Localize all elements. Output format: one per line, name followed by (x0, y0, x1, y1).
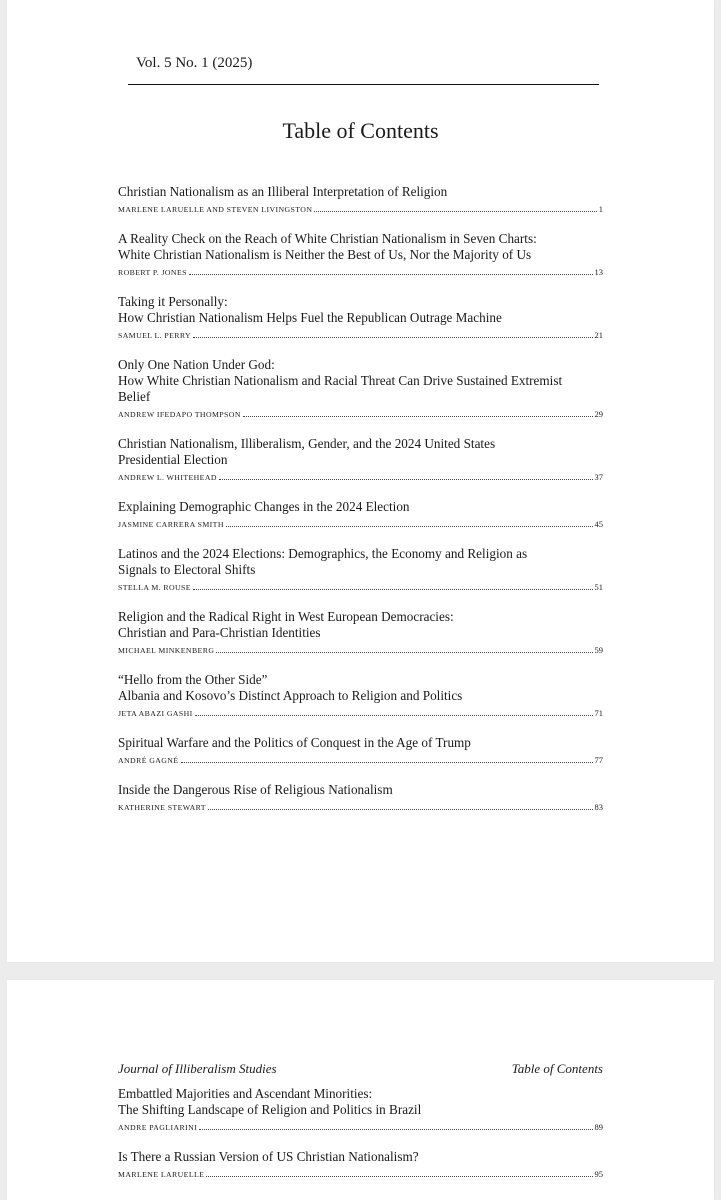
toc-entry[interactable] (118, 1149, 603, 1179)
toc-entry-author: SAMUEL L. PERRY (118, 331, 192, 340)
toc-entry[interactable] (118, 357, 603, 419)
toc-entry-page-number: 37 (594, 472, 603, 482)
toc-entry-page-number: 89 (594, 1122, 603, 1132)
toc-entry[interactable] (118, 782, 603, 812)
toc-entry-title (118, 1149, 603, 1165)
dot-leader (193, 336, 592, 338)
toc-entry-title-line: Explaining Demographic Changes in the 2024 Election (118, 499, 410, 514)
dot-leader (243, 415, 593, 417)
toc-entry-page-number: 77 (594, 755, 603, 765)
toc-entry-byline (118, 330, 603, 340)
toc-entry-title-line: Christian Nationalism as an Illiberal Interpretation of Religion (118, 184, 448, 199)
toc-entry-title-line: Belief (118, 389, 151, 404)
toc-entry-byline (118, 1122, 603, 1132)
dot-leader (199, 1128, 592, 1130)
toc-entry-page-number: 13 (594, 267, 603, 277)
toc-entry-author: ANDREW IFEDAPO THOMPSON (118, 410, 241, 419)
toc-entry-title-line: Spiritual Warfare and the Politics of Conquest in the Age of Trump (118, 735, 471, 750)
toc-entry[interactable] (118, 609, 603, 655)
toc-entry-page-number: 59 (594, 645, 603, 655)
document-page-1 (7, 0, 714, 962)
toc-entry-page-number: 51 (594, 582, 603, 592)
toc-entry-title-line: White Christian Nationalism is Neither the Best of Us, Nor the Majority of Us (118, 247, 532, 262)
toc-entry-page-number: 95 (594, 1169, 603, 1179)
toc-entry-page-number: 21 (594, 330, 603, 340)
toc-entry-title-line: Latinos and the 2024 Elections: Demographics, the Economy and Religion as (118, 546, 528, 561)
toc-entry-byline (118, 645, 603, 655)
toc-entry[interactable] (118, 1086, 603, 1132)
toc-entry-author: ANDREW L. WHITEHEAD (118, 473, 217, 482)
toc-entry-byline (118, 755, 603, 765)
toc-entry-byline (118, 204, 603, 214)
dot-leader (181, 761, 593, 763)
toc-entry-title-line: Presidential Election (118, 452, 228, 467)
toc-entry-title-line: Only One Nation Under God: (118, 357, 275, 372)
toc-entry-title (118, 231, 603, 263)
toc-entry-title-line: Christian Nationalism, Illiberalism, Gender, and the 2024 United States (118, 436, 496, 451)
toc-entry-byline (118, 519, 603, 529)
dot-leader (216, 651, 592, 653)
toc-entry-page-number: 83 (594, 802, 603, 812)
toc-entry-byline (118, 1169, 603, 1179)
toc-entry-title-line: Signals to Electoral Shifts (118, 562, 256, 577)
document-page-2 (7, 980, 714, 1200)
toc-entry-title (118, 735, 603, 751)
dot-leader (189, 273, 593, 275)
toc-entry-author: MARLENE LARUELLE AND STEVEN LIVINGSTON (118, 205, 313, 214)
toc-entry-byline (118, 409, 603, 419)
toc-entry-title-line: Christian and Para-Christian Identities (118, 625, 321, 640)
toc-entry[interactable] (118, 184, 603, 214)
toc-entry-title-line: Is There a Russian Version of US Christian Nationalism? (118, 1149, 419, 1164)
toc-entry-author: JETA ABAZI GASHI (118, 709, 193, 718)
toc-entry-title (118, 294, 603, 326)
toc-entry-byline (118, 582, 603, 592)
toc-entry-author: MARLENE LARUELLE (118, 1170, 205, 1179)
toc-entry-title (118, 184, 603, 200)
toc-entry-author: KATHERINE STEWART (118, 803, 206, 812)
toc-entry[interactable] (118, 436, 603, 482)
toc-entry-page-number: 29 (594, 409, 603, 419)
toc-entry[interactable] (118, 672, 603, 718)
toc-entry-title-line: “Hello from the Other Side” (118, 672, 268, 687)
toc-entry-title (118, 1086, 603, 1118)
toc-entry-byline (118, 708, 603, 718)
toc-entry[interactable] (118, 231, 603, 277)
toc-entry-author: MICHAEL MINKENBERG (118, 646, 215, 655)
page-title: Table of Contents (282, 118, 439, 143)
toc-entry-byline (118, 472, 603, 482)
toc-entry-byline (118, 802, 603, 812)
toc-entry-title-line: How Christian Nationalism Helps Fuel the Republican Outrage Machine (118, 310, 502, 325)
toc-entry-title (118, 436, 603, 468)
toc-entry-title-line: How White Christian Nationalism and Racial Threat Can Drive Sustained Extremist (118, 373, 563, 388)
toc-entry-title-line: Religion and the Radical Right in West European Democracies: (118, 609, 454, 624)
toc-entry[interactable] (118, 294, 603, 340)
dot-leader (195, 714, 593, 716)
toc-entry-title (118, 546, 603, 578)
toc-entry-title (118, 782, 603, 798)
toc-entry-title-line: Inside the Dangerous Rise of Religious Nationalism (118, 782, 393, 797)
toc-entry[interactable] (118, 735, 603, 765)
toc-entry-title (118, 672, 603, 704)
toc-entry-title (118, 357, 603, 405)
dot-leader (314, 210, 596, 212)
dot-leader (219, 478, 593, 480)
volume-label: Vol. 5 No. 1 (2025) (136, 55, 253, 71)
toc-entry-title-line: A Reality Check on the Reach of White Christian Nationalism in Seven Charts: (118, 231, 537, 246)
toc-entry-author: ANDRE PAGLIARINI (118, 1123, 198, 1132)
dot-leader (206, 1175, 592, 1177)
dot-leader (193, 588, 593, 590)
running-header-journal: Journal of Illiberalism Studies (118, 1061, 277, 1076)
toc-entry-author: ANDRÉ GAGNÉ (118, 756, 179, 765)
toc-entry-page-number: 45 (594, 519, 603, 529)
toc-entry-author: JASMINE CARRERA SMITH (118, 520, 224, 529)
toc-entry-title-line: Taking it Personally: (118, 294, 228, 309)
toc-list-continued (118, 1086, 603, 1179)
toc-entry-title (118, 609, 603, 641)
toc-entry-title (118, 499, 603, 515)
dot-leader (208, 808, 593, 810)
toc-list (118, 184, 603, 812)
dot-leader (226, 525, 593, 527)
header-rule (128, 84, 599, 85)
toc-entry-title-line: Albania and Kosovo’s Distinct Approach to Religion and Politics (118, 688, 463, 703)
toc-entry-author: ROBERT P. JONES (118, 268, 187, 277)
toc-entry[interactable] (118, 546, 603, 592)
toc-entry-author: STELLA M. ROUSE (118, 583, 191, 592)
running-header-section: Table of Contents (511, 1061, 603, 1076)
toc-entry-title-line: Embattled Majorities and Ascendant Minorities: (118, 1086, 373, 1101)
toc-entry-byline (118, 267, 603, 277)
toc-entry[interactable] (118, 499, 603, 529)
toc-entry-page-number: 71 (594, 708, 603, 718)
toc-entry-page-number: 1 (598, 204, 603, 214)
toc-entry-title-line: The Shifting Landscape of Religion and Politics in Brazil (118, 1102, 422, 1117)
